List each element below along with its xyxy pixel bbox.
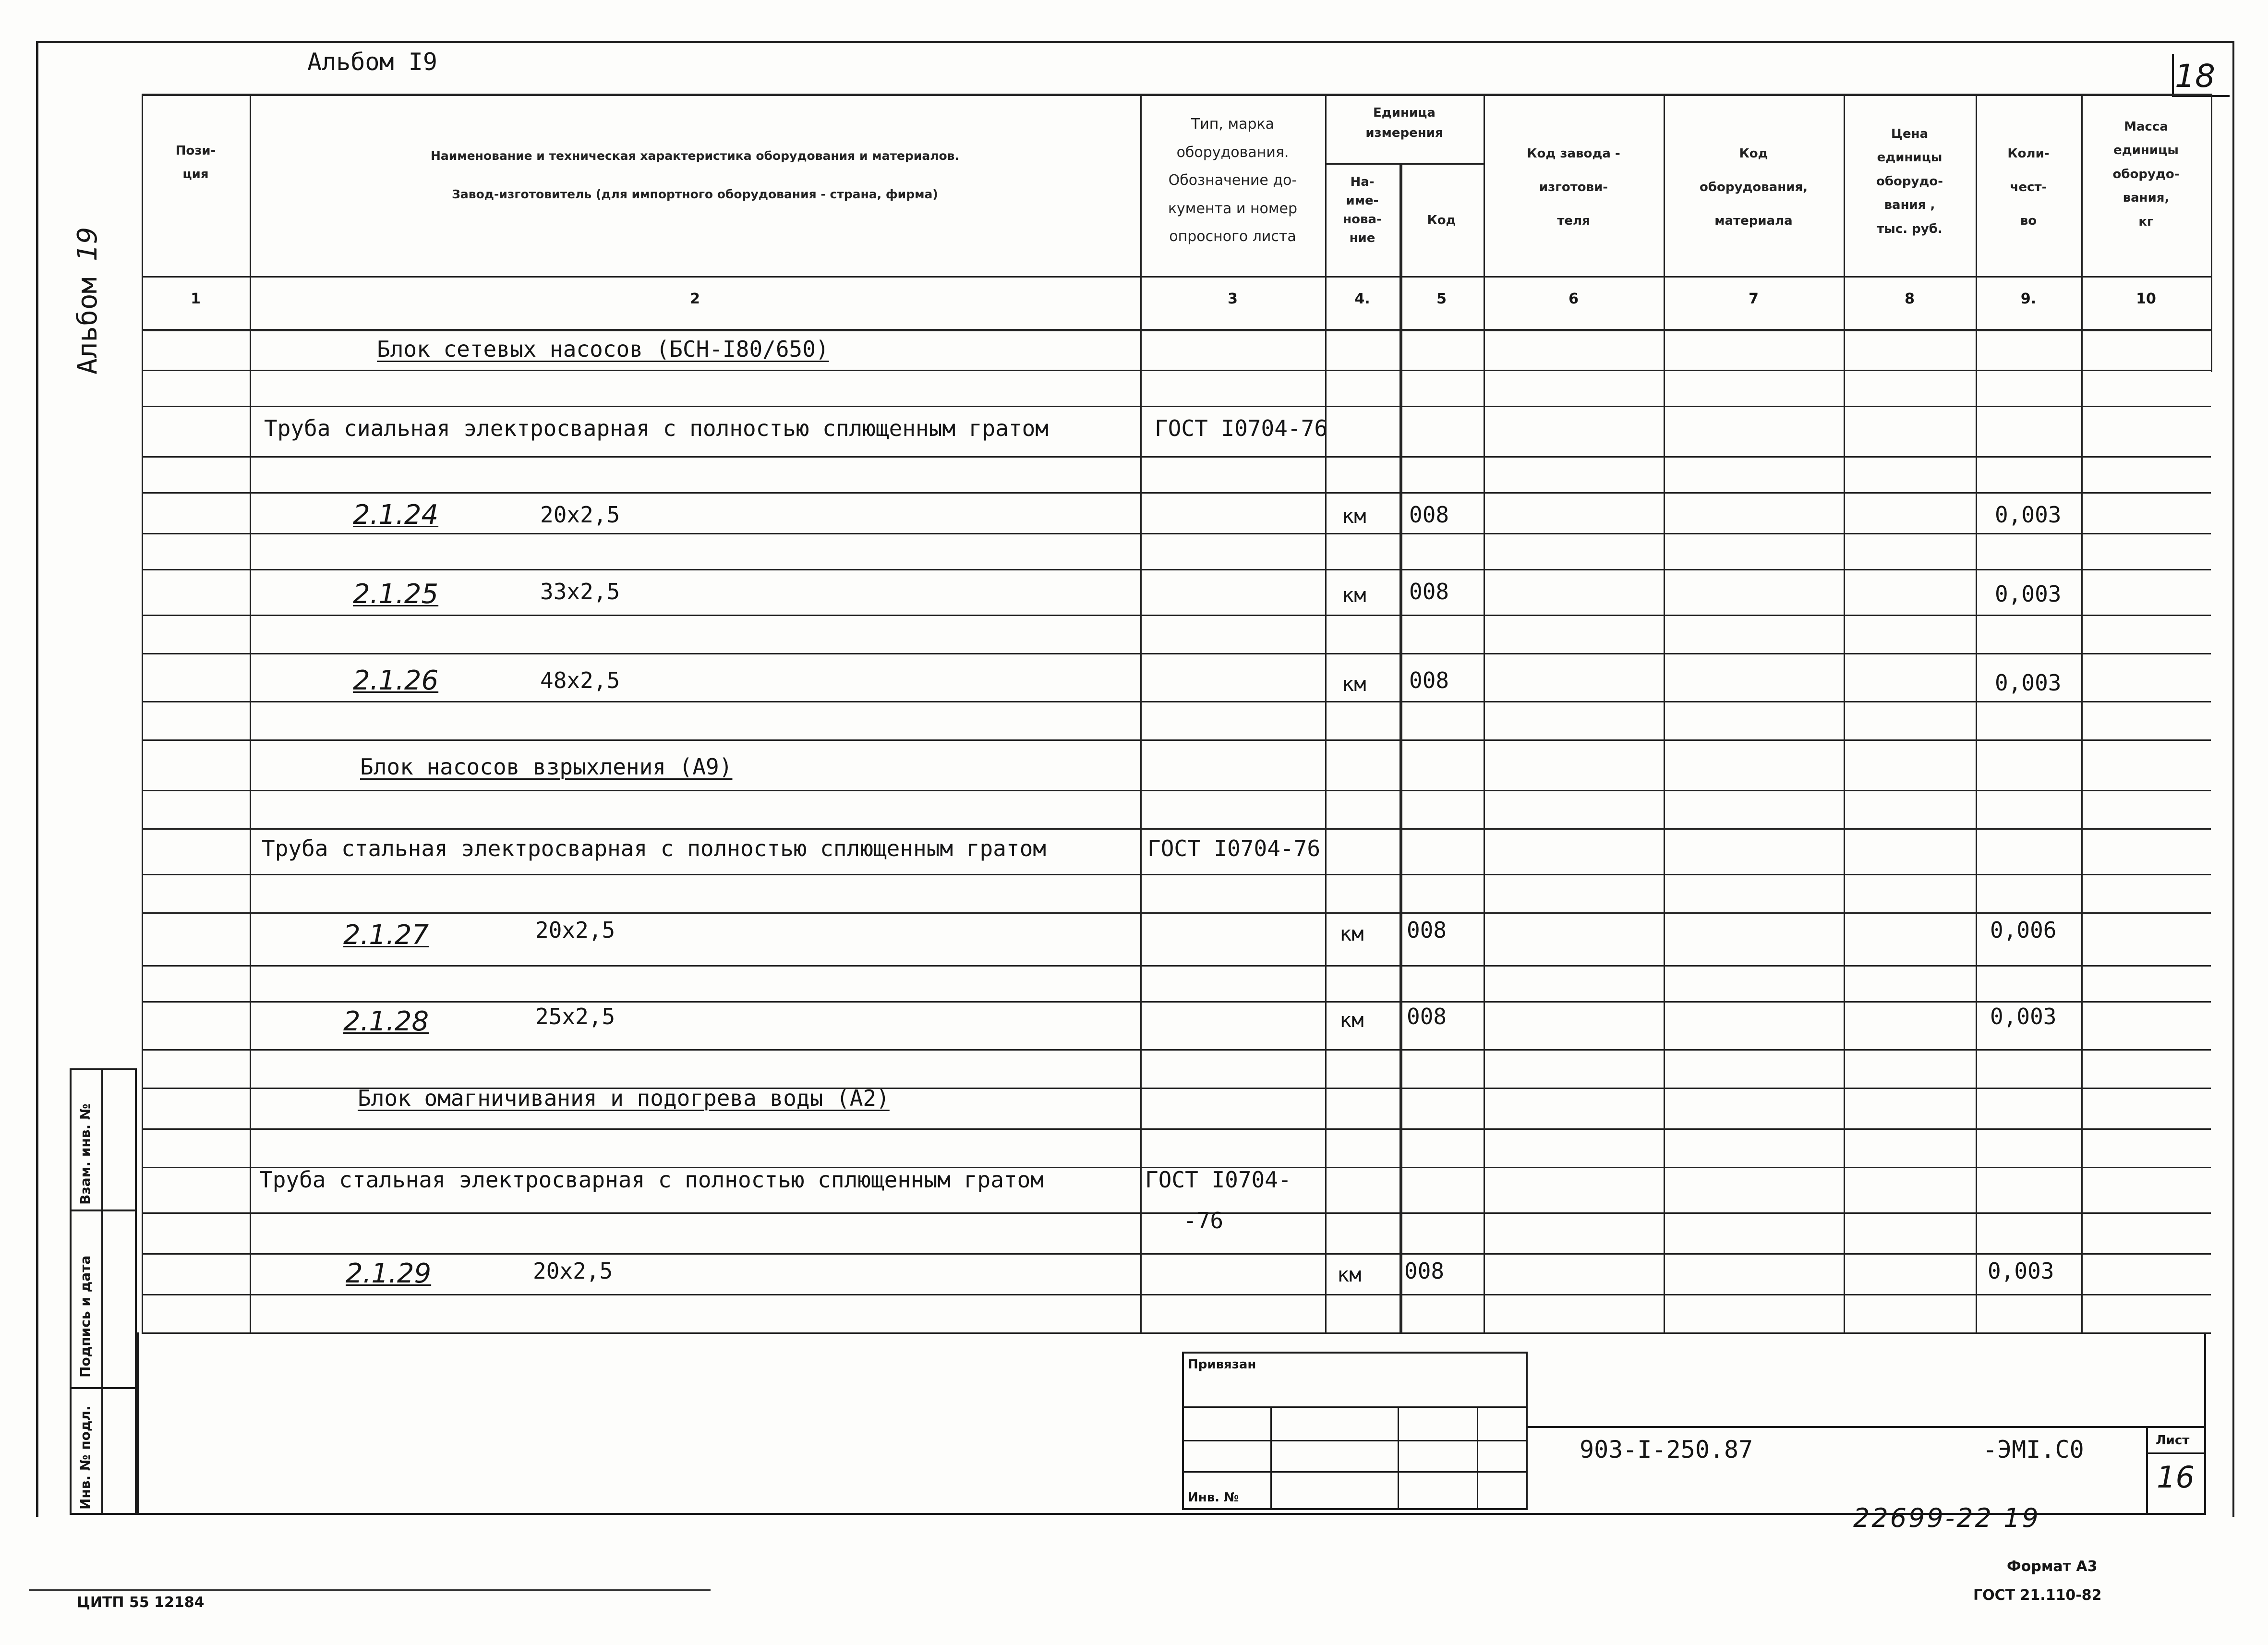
header-unit-name: На- име- нова- ние bbox=[1343, 175, 1382, 245]
section-title: Блок насосов взрыхления (А9) bbox=[360, 754, 733, 780]
col-number: 4. bbox=[1354, 290, 1370, 307]
side-album-label bbox=[72, 227, 103, 375]
header-manufacturer-code: Код завода - изготови- теля bbox=[1527, 146, 1620, 229]
item-doc: ГОСТ I0704-76 bbox=[1155, 415, 1328, 441]
section-title: Блок омагничивания и подогрева воды (А2) bbox=[358, 1085, 890, 1111]
stamp-signature-date: Подпись и дата bbox=[77, 1255, 93, 1378]
side-album-text: Альбом bbox=[72, 277, 103, 375]
sheet-value: 16 bbox=[2157, 1460, 2195, 1495]
item-position: 2.1.25 bbox=[353, 579, 439, 610]
inventory-label: Инв. № bbox=[1188, 1490, 1239, 1505]
item-size: 20х2,5 bbox=[535, 917, 615, 943]
item-code: 008 bbox=[1404, 1258, 1445, 1284]
item-quantity: 0,003 bbox=[1995, 670, 2062, 696]
item-unit: км bbox=[1342, 504, 1366, 528]
header-type: Тип, марка оборудования. Обозначение до- кумента и номер опросного листа bbox=[1168, 116, 1298, 245]
item-code: 008 bbox=[1409, 667, 1449, 693]
album-title: Альбом I9 bbox=[307, 48, 437, 76]
col-number: 1 bbox=[191, 290, 201, 307]
header-price: Цена единицы оборудо- вания , тыс. руб. bbox=[1876, 127, 1943, 236]
header-mass: Масса единицы оборудо- вания, кг bbox=[2112, 120, 2180, 229]
item-size: 25х2,5 bbox=[535, 1004, 615, 1029]
item-position: 2.1.24 bbox=[353, 499, 439, 531]
item-unit: км bbox=[1339, 922, 1364, 945]
item-code: 008 bbox=[1409, 502, 1449, 528]
item-size: 33х2,5 bbox=[540, 579, 620, 605]
document-suffix: -ЭМI.С0 bbox=[1983, 1436, 2084, 1464]
specification-table bbox=[142, 94, 2211, 1332]
col-number: 7 bbox=[1749, 290, 1759, 307]
stamp-column bbox=[70, 1068, 137, 1515]
title-block-binding bbox=[1182, 1352, 1528, 1510]
print-mark: ЦИТП 55 12184 bbox=[77, 1594, 205, 1611]
col-number: 10 bbox=[2136, 290, 2156, 307]
item-size: 20х2,5 bbox=[533, 1258, 613, 1284]
page-number: 18 bbox=[2175, 58, 2215, 95]
binding-label: Привязан bbox=[1188, 1357, 1256, 1372]
item-name: Труба сиальная электросварная с полностью сплющенным гратом bbox=[264, 415, 1049, 441]
header-equipment-code: Код оборудования, материала bbox=[1699, 146, 1808, 229]
stamp-replaced-inv: Взам. инв. № bbox=[77, 1103, 93, 1205]
item-quantity: 0,006 bbox=[1990, 917, 2057, 943]
col-number: 8 bbox=[1905, 290, 1915, 307]
sheet-label: Лист bbox=[2156, 1433, 2190, 1448]
item-doc: ГОСТ I0704- bbox=[1145, 1167, 1291, 1193]
item-unit: км bbox=[1342, 583, 1366, 607]
section-title: Блок сетевых насосов (БСН-I80/650) bbox=[377, 336, 829, 362]
item-position: 2.1.28 bbox=[343, 1006, 429, 1037]
archive-number: 22699-22 19 bbox=[1853, 1503, 2040, 1533]
header-position: Пози- ция bbox=[175, 144, 216, 182]
item-unit: км bbox=[1337, 1263, 1362, 1286]
item-doc: ГОСТ I0704-76 bbox=[1147, 835, 1321, 861]
item-size: 48х2,5 bbox=[540, 667, 620, 693]
item-quantity: 0,003 bbox=[1988, 1258, 2054, 1284]
col-number: 5 bbox=[1436, 290, 1447, 307]
item-unit: км bbox=[1339, 1008, 1364, 1032]
item-quantity: 0,003 bbox=[1995, 581, 2062, 607]
header-unit-code: Код bbox=[1427, 213, 1456, 228]
item-position: 2.1.27 bbox=[343, 919, 429, 951]
item-quantity: 0,003 bbox=[1990, 1004, 2057, 1029]
item-unit: км bbox=[1342, 672, 1366, 696]
item-position: 2.1.26 bbox=[353, 665, 439, 696]
col-number: 2 bbox=[690, 290, 700, 307]
col-number: 6 bbox=[1568, 290, 1579, 307]
item-position: 2.1.29 bbox=[346, 1258, 432, 1289]
col-number: 3 bbox=[1228, 290, 1238, 307]
item-name: Труба стальная электросварная с полностью сплющенным гратом bbox=[259, 1167, 1044, 1193]
document-number: 903-I-250.87 bbox=[1580, 1436, 1753, 1464]
header-unit: Единица измерения bbox=[1365, 106, 1443, 140]
item-code: 008 bbox=[1409, 579, 1449, 605]
title-block-divider bbox=[1528, 1426, 2206, 1428]
col-number: 9. bbox=[2020, 290, 2037, 307]
item-code: 008 bbox=[1407, 1004, 1447, 1029]
format-label: Формат А3 bbox=[2007, 1558, 2098, 1575]
lower-frame bbox=[137, 1332, 2206, 1515]
bottom-rule bbox=[29, 1589, 711, 1591]
header-name: Наименование и техническая характеристика оборудования и материалов. Завод-изготовитель (для импортного оборудования - страна, фирма) bbox=[430, 149, 959, 201]
item-size: 20х2,5 bbox=[540, 502, 620, 528]
stamp-original-inv: Инв. № подл. bbox=[77, 1405, 93, 1510]
header-quantity: Коли- чест- во bbox=[2007, 146, 2050, 229]
item-name: Труба стальная электросварная с полностью сплющенным гратом bbox=[262, 835, 1046, 861]
item-doc-continued: -76 bbox=[1183, 1208, 1224, 1234]
item-quantity: 0,003 bbox=[1995, 502, 2062, 528]
item-code: 008 bbox=[1407, 917, 1447, 943]
gost-label: ГОСТ 21.110-82 bbox=[1973, 1587, 2102, 1604]
side-album-number: 19 bbox=[72, 227, 103, 261]
